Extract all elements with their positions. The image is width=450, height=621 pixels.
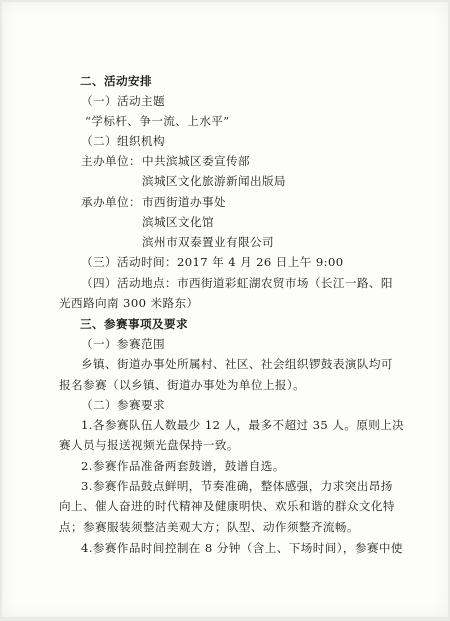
section-heading-participation: 三、参赛事项及要求: [80, 317, 188, 331]
requirement-3-line-3: 点；参赛服装须整洁美观大方；队型、动作须整齐流畅。: [59, 520, 359, 534]
document-page: [2, 2, 448, 617]
activity-location-line-1: （四）活动地点：市西街道彩虹湖农贸市场（长江一路、阳: [81, 276, 393, 290]
requirement-3-line-1: 3.参赛作品鼓点鲜明，节奏准确，整体感强，力求突出昂扬: [81, 479, 393, 493]
organizer-3: 滨州市双泰置业有限公司: [142, 235, 274, 249]
activity-theme-text: “学标杆、争一流、上水平”: [85, 114, 230, 128]
activity-time: （三）活动时间：2017 年 4 月 26 日上午 9:00: [81, 255, 344, 269]
scope-line-1: 乡镇、街道办事处所属村、社区、社会组织锣鼓表演队均可: [81, 357, 393, 371]
subheading-activity-theme: （一）活动主题: [81, 94, 165, 108]
activity-location-line-2: 光西路向南 300 米路东）: [59, 296, 199, 310]
organizer-label: 承办单位：: [81, 195, 141, 209]
host-label: 主办单位：: [81, 154, 141, 168]
section-heading-activity-arrangement: 二、活动安排: [80, 74, 152, 88]
requirement-1-line-2: 赛人员与报送视频光盘保持一致。: [59, 438, 239, 452]
subheading-organization: （二）组织机构: [81, 134, 165, 148]
host-organization-2: 滨城区文化旅游新闻出版局: [142, 174, 286, 188]
requirement-2: 2.参赛作品准备两套鼓谱，鼓谱自选。: [81, 459, 285, 473]
requirement-3-line-2: 向上、催人奋进的时代精神及健康明快、欢乐和谐的群众文化特: [59, 499, 395, 513]
requirement-4: 4.参赛作品时间控制在 8 分钟（含上、下场时间），参赛中使: [81, 541, 403, 555]
subheading-participation-scope: （一）参赛范围: [81, 337, 165, 351]
host-organization-1: 中共滨城区委宣传部: [142, 154, 250, 168]
scope-line-2: 报名参赛（以乡镇、街道办事处为单位上报）。: [59, 378, 306, 392]
requirement-1-line-1: 1.各参赛队伍人数最少 12 人，最多不超过 35 人。原则上决: [81, 418, 405, 432]
organizer-1: 市西街道办事处: [142, 195, 226, 209]
subheading-participation-requirements: （二）参赛要求: [81, 398, 165, 412]
organizer-2: 滨城区文化馆: [142, 215, 214, 229]
